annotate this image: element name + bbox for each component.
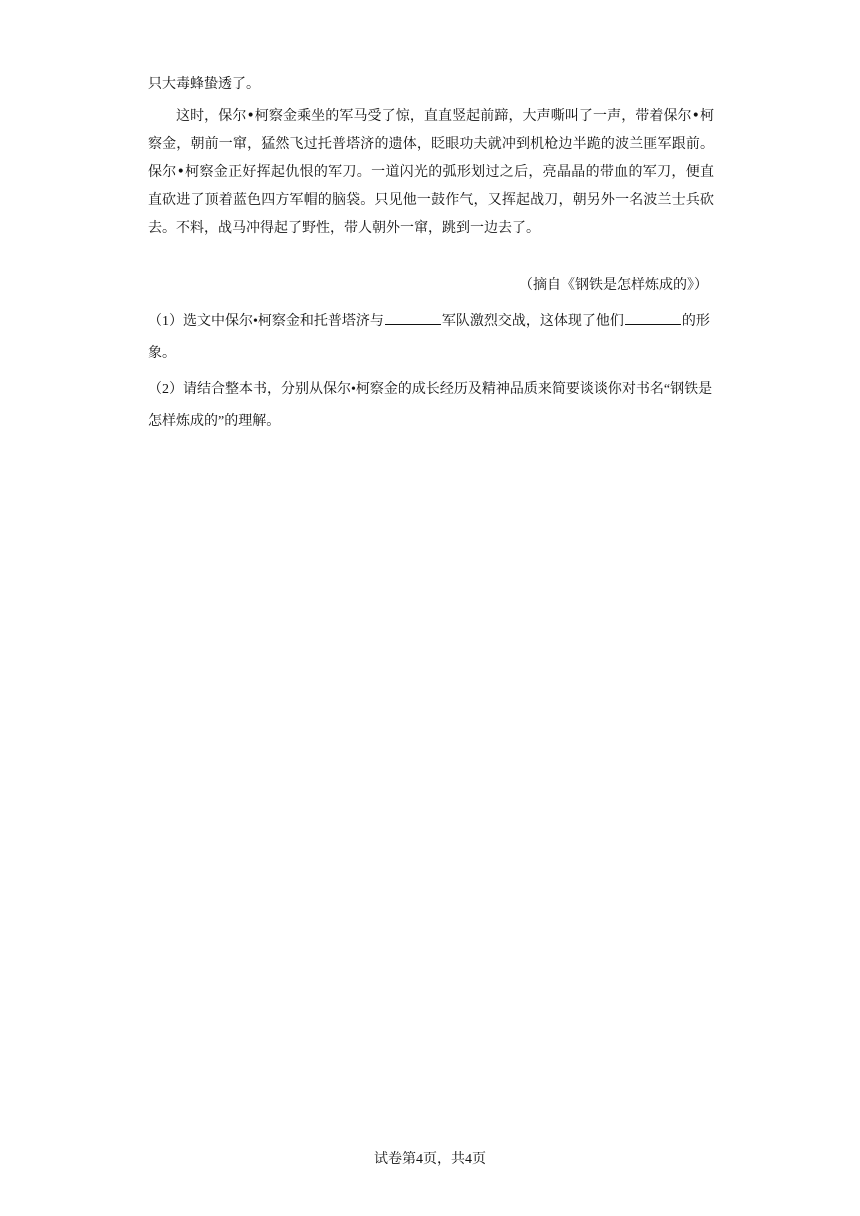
page-footer: 试卷第4页，共4页 (374, 1152, 486, 1167)
passage-source: （摘自《钢铁是怎样炼成的》） (519, 278, 708, 293)
question-2: （2）请结合整本书，分别从保尔•柯察金的成长经历及精神品质来简要谈谈你对书名“钢铁是怎样炼成的”的理解。 (148, 382, 713, 429)
passage-main-paragraph: 这时，保尔•柯察金乘坐的军马受了惊，直直竖起前蹄，大声嘶叫了一声，带着保尔•柯察金，朝前一窜，猛然飞过托普塔济的遗体，眨眼功夫就冲到机枪边半跪的波兰匪军跟前。保尔•柯察金正好挥起仇恨的军刀。一道闪光的弧形划过之后，亮晶晶的带血的军刀，便直直砍进了顶着蓝色四方军帽的脑袋。只见他一鼓作气，又挥起战刀，朝另外一名波兰士兵砍去。不料，战马冲得起了野性，带人朝外一窜，跳到一边去了。 (148, 108, 714, 236)
passage-continued-line: 只大毒蜂蛰透了。 (148, 76, 260, 92)
question-1-text-part3: 的形象。 (148, 314, 710, 361)
question-1-text-part1: （1）选文中保尔•柯察金和托普塔济与 (148, 314, 384, 329)
question-1 (148, 306, 716, 370)
answer-blank-1[interactable] (385, 308, 441, 325)
answer-blank-2[interactable] (625, 308, 681, 325)
question-1-text-part2: 军队激烈交战，这体现了他们 (441, 314, 624, 329)
